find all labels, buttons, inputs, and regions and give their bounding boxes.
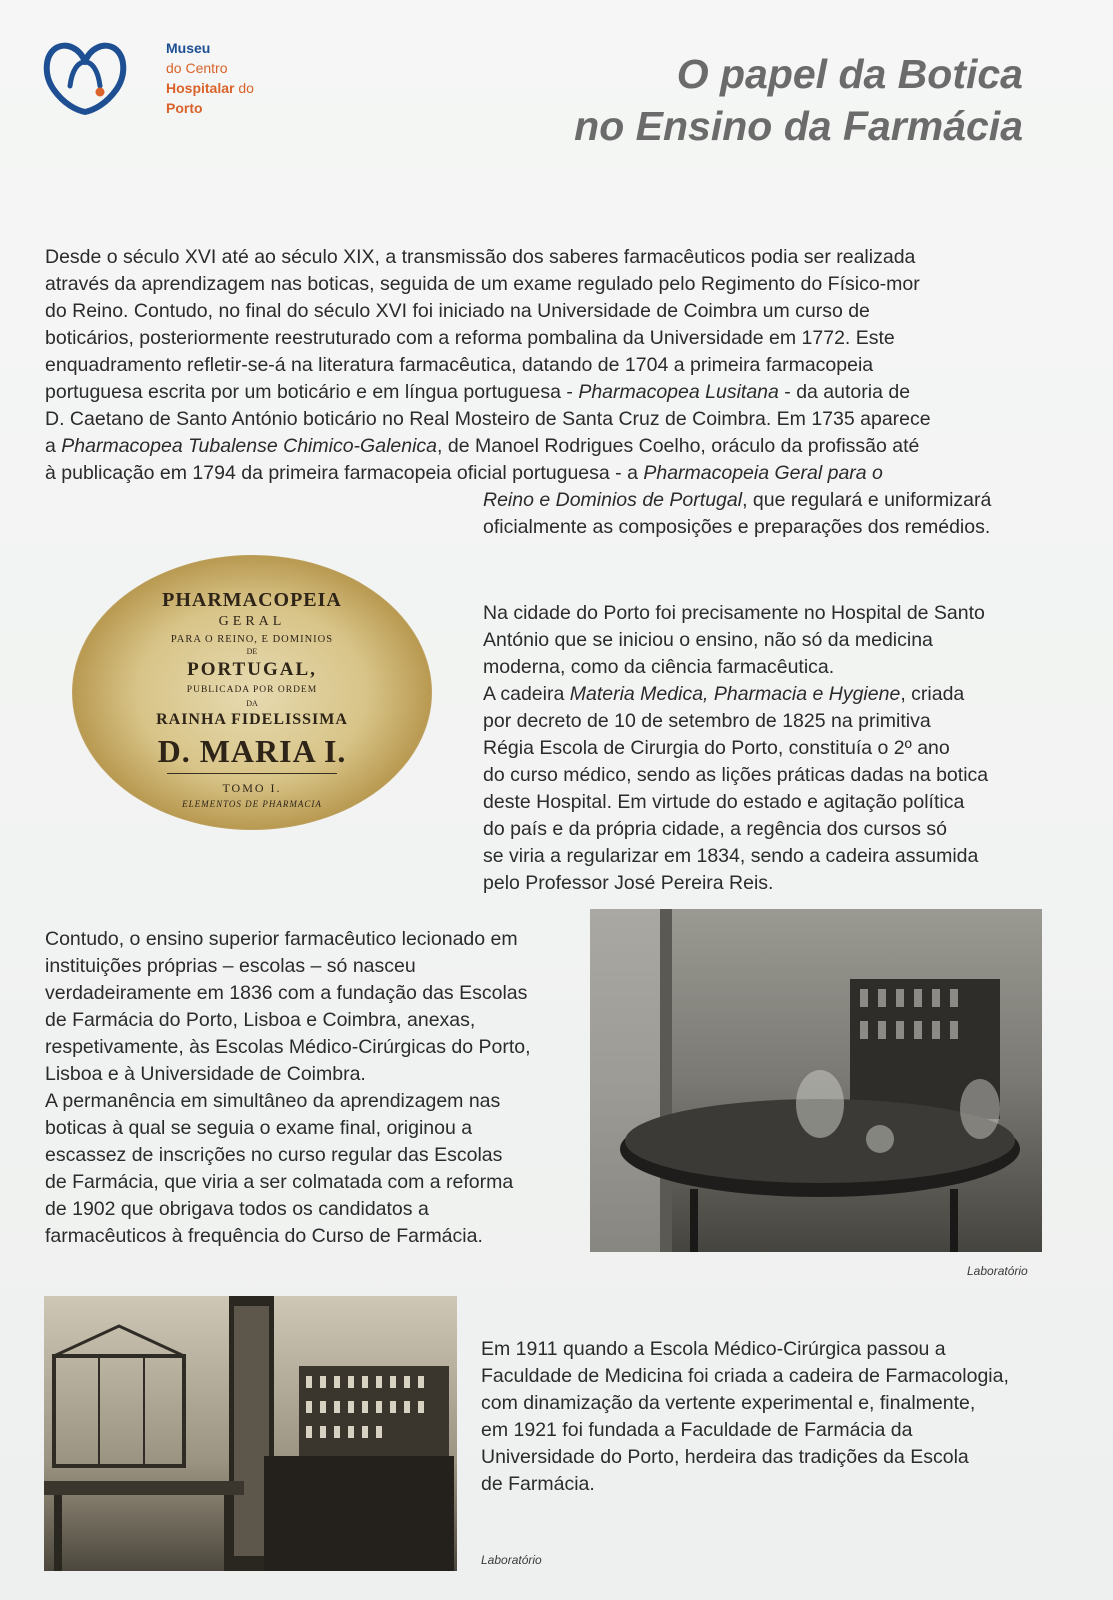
book-text: DE: [246, 647, 258, 656]
intro-line: Desde o século XVI até ao século XIX, a transmissão dos saberes farmacêuticos podia ser realizada: [45, 246, 916, 268]
panel-title: [574, 48, 1023, 152]
para-line: farmacêuticos à frequência do Curso de Farmácia.: [45, 1225, 483, 1247]
logo-line-do: do: [238, 80, 254, 96]
para-line: pelo Professor José Pereira Reis.: [483, 872, 774, 894]
para-line: António que se iniciou o ensino, não só da medicina: [483, 629, 933, 651]
para-line: A permanência em simultâneo da aprendizagem nas: [45, 1090, 501, 1112]
para-line: escassez de inscrições no curso regular das Escolas: [45, 1144, 503, 1166]
photo-2-caption: Laboratório: [481, 1553, 542, 1567]
book-text: DA: [246, 699, 258, 708]
book-text: TOMO I.: [222, 781, 282, 795]
intro-line: portuguesa escrita por um boticário e em língua portuguesa - Pharmacopea Lusitana - da autoria de: [45, 381, 911, 403]
para-line: verdadeiramente em 1836 com a fundação das Escolas: [45, 982, 528, 1004]
para-line: Universidade do Porto, herdeira das tradições da Escola: [481, 1446, 969, 1468]
intro-line: do Reino. Contudo, no final do século XVI foi iniciado na Universidade de Coimbra um curso de: [45, 300, 870, 322]
book-text: PARA O REINO, E DOMINIOS: [170, 634, 334, 645]
intro-paragraph: [45, 244, 1045, 541]
para-line: por decreto de 10 de setembro de 1825 na primitiva: [483, 710, 931, 732]
schools-paragraph: [45, 926, 590, 1250]
para-line: de Farmácia do Porto, Lisboa e Coimbra, anexas,: [45, 1009, 476, 1031]
book-text: PHARMACOPEIA: [162, 589, 342, 611]
title-line-1: O papel da Botica: [676, 51, 1023, 97]
book-text: RAINHA FIDELISSIMA: [156, 711, 348, 728]
intro-line: através da aprendizagem nas boticas, seguida de um exame regulado pelo Regimento do Físico-mor: [45, 273, 920, 295]
para-line: boticas à qual se seguia o exame final, originou a: [45, 1117, 473, 1139]
para-line: do curso médico, sendo as lições práticas dadas na botica: [483, 764, 989, 786]
laboratory-photo-1: [590, 909, 1042, 1252]
para-line: respetivamente, às Escolas Médico-Cirúrgicas do Porto,: [45, 1036, 531, 1058]
intro-line: boticários, posteriormente reestruturado com a reforma pombalina da Universidade em 1772. Este: [45, 327, 895, 349]
course-name: Materia Medica, Pharmacia e Hygiene: [569, 683, 901, 705]
para-line: de Farmácia.: [481, 1473, 595, 1495]
intro-line: a Pharmacopea Tubalense Chimico-Galenica, de Manoel Rodrigues Coelho, oráculo da profissão até: [45, 435, 920, 457]
photo-1-caption: Laboratório: [967, 1264, 1028, 1278]
logo-wordmark: [166, 38, 254, 118]
logo-line-hospitalar: Hospitalar: [166, 80, 235, 96]
para-line: Na cidade do Porto foi precisamente no Hospital de Santo: [483, 602, 985, 624]
para-line: Em 1911 quando a Escola Médico-Cirúrgica passou a: [481, 1338, 946, 1360]
para-line: de 1902 que obrigava todos os candidatos a: [45, 1198, 429, 1220]
title-line-2: no Ensino da Farmácia: [574, 103, 1023, 149]
para-line: Contudo, o ensino superior farmacêutico lecionado em: [45, 928, 518, 950]
para-line: instituições próprias – escolas – só nasceu: [45, 955, 416, 977]
intro-line: enquadramento refletir-se-á na literatura farmacêutica, datando de 1704 a primeira farmacopeia: [45, 354, 874, 376]
logo-line-porto: Porto: [166, 100, 203, 116]
logo-line-centro: do Centro: [166, 60, 228, 76]
book-text: PUBLICADA POR ORDEM: [186, 685, 318, 695]
para-line: moderna, como da ciência farmacêutica.: [483, 656, 835, 678]
para-line: com dinamização da vertente experimental e, finalmente,: [481, 1392, 976, 1414]
para-line: se viria a regularizar em 1834, sendo a cadeira assumida: [483, 845, 979, 867]
intro-line: à publicação em 1794 da primeira farmacopeia oficial portuguesa - a Pharmacopeia Geral para o: [45, 462, 883, 484]
heart-logo-icon: [42, 36, 128, 116]
book-text: ELEMENTOS DE PHARMACIA: [182, 799, 322, 809]
intro-line: Reino e Dominios de Portugal, que regulará e uniformizará: [483, 489, 992, 511]
intro-line: D. Caetano de Santo António boticário no Real Mosteiro de Santa Cruz de Coimbra. Em 1735 aparece: [45, 408, 931, 430]
intro-line: oficialmente as composições e preparações dos remédios.: [483, 516, 991, 538]
pharmacopeia-title-page-image: [72, 555, 432, 830]
para-line: do país e da própria cidade, a regência dos cursos só: [483, 818, 947, 840]
book-rule: [167, 773, 337, 774]
title-pharmacopeia-geral: Pharmacopeia Geral para o: [643, 462, 883, 484]
para-line: A cadeira Materia Medica, Pharmacia e Hygiene, criada: [483, 683, 965, 705]
para-line: Régia Escola de Cirurgia do Porto, constituía o 2º ano: [483, 737, 950, 759]
para-line: Lisboa e à Universidade de Coimbra.: [45, 1063, 366, 1085]
para-line: em 1921 foi fundada a Faculdade de Farmácia da: [481, 1419, 913, 1441]
book-text: GERAL: [218, 614, 286, 629]
logo-line-museu: Museu: [166, 40, 211, 56]
para-line: deste Hospital. Em virtude do estado e agitação política: [483, 791, 965, 813]
porto-teaching-paragraph: [483, 600, 1043, 897]
title-pharmacopea-tubalense: Pharmacopea Tubalense Chimico-Galenica: [61, 435, 438, 457]
title-pharmacopea-lusitana: Pharmacopea Lusitana: [578, 381, 779, 403]
para-line: Faculdade de Medicina foi criada a cadeira de Farmacologia,: [481, 1365, 1009, 1387]
laboratory-photo-2: [44, 1296, 457, 1571]
book-text: PORTUGAL,: [187, 659, 317, 680]
museum-logo: [42, 36, 292, 116]
book-text: D. MARIA I.: [157, 733, 347, 769]
faculty-paragraph: [481, 1336, 1043, 1498]
para-line: de Farmácia, que viria a ser colmatada com a reforma: [45, 1171, 514, 1193]
